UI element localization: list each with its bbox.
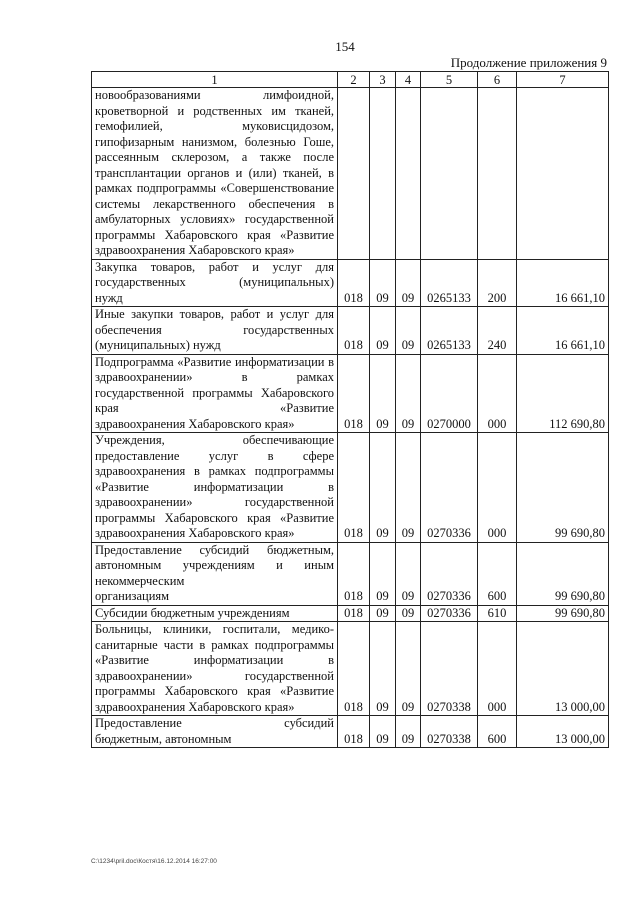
expense-item-name-line: Закупка товаров, работ и услуг для [95, 259, 334, 274]
table-row [92, 307, 609, 355]
target-article-code: 0270338 [421, 622, 478, 716]
amount: 112 690,80 [517, 354, 609, 433]
ministry-code: 018 [338, 307, 370, 355]
target-article-code: 0270336 [421, 542, 478, 605]
target-article-code: 0270336 [421, 433, 478, 543]
section-code [370, 88, 396, 260]
section-code: 09 [370, 716, 396, 748]
expense-item-name-line: здравоохранения Хабаровского края» [95, 699, 295, 714]
section-code: 09 [370, 307, 396, 355]
column-header: 5 [421, 72, 478, 88]
expense-item-name-line: Гоше, рассеянным склерозом, а также [95, 134, 334, 164]
amount: 16 661,10 [517, 259, 609, 307]
expense-type-code: 610 [478, 605, 517, 622]
expense-item-name-line: рамках государственной программы [95, 370, 334, 400]
target-article-code [421, 88, 478, 260]
expense-item-name [92, 88, 338, 260]
column-header: 1 [92, 72, 338, 88]
expense-item-name-line: Подпрограмма «Развитие [95, 354, 232, 369]
table-row [92, 716, 609, 748]
column-number-row [92, 72, 609, 88]
expense-item-name-line: амбулаторных условиях» [95, 212, 236, 226]
table-row [92, 433, 609, 543]
subsection-code: 09 [396, 716, 421, 748]
table-row [92, 605, 609, 622]
table-row [92, 259, 609, 307]
expense-item-name [92, 605, 338, 622]
expense-item-name-line: подпрограммы «Развитие [95, 464, 334, 494]
target-article-code: 0270336 [421, 605, 478, 622]
section-code: 09 [370, 259, 396, 307]
section-code: 09 [370, 605, 396, 622]
amount: 16 661,10 [517, 307, 609, 355]
expense-item-name-line: государственной программы [95, 668, 334, 698]
table-body [92, 88, 609, 748]
expense-item-name-line: медико-санитарные части в рамках [95, 622, 334, 652]
expense-item-name [92, 716, 338, 748]
subsection-code [396, 88, 421, 260]
expense-item-name-line: предоставление услуг в сфере [95, 448, 334, 463]
subsection-code: 09 [396, 354, 421, 433]
expense-item-name-line: лекарственного обеспечения в [153, 196, 335, 211]
ministry-code [338, 88, 370, 260]
section-code: 09 [370, 354, 396, 433]
section-code: 09 [370, 622, 396, 716]
expense-item-name-line: тканей, гемофилией, муковисцидозом, [95, 103, 335, 133]
ministry-code: 018 [338, 716, 370, 748]
expense-item-name-line: Субсидии бюджетным учреждениям [95, 605, 290, 620]
column-header: 2 [338, 72, 370, 88]
expense-item-name-line: новообразованиями лимфоидной, [95, 88, 334, 102]
column-header: 7 [517, 72, 609, 88]
expense-type-code: 600 [478, 716, 517, 748]
expense-item-name-line: подпрограммы «Развитие [95, 637, 335, 667]
expense-item-name-line: здравоохранения Хабаровского края» [95, 526, 295, 540]
expense-item-name-line: информатизации в здравоохранении» [95, 479, 334, 509]
subsection-code: 09 [396, 605, 421, 622]
expense-item-name [92, 354, 338, 433]
expense-item-name-line: бюджетным, автономным [95, 731, 232, 746]
expense-item-name [92, 542, 338, 605]
expense-item-name-line: для обеспечения государственных [95, 307, 334, 337]
expense-type-code: 600 [478, 542, 517, 605]
expense-item-name-line: информатизации в здравоохранении» в [95, 354, 335, 384]
expense-item-name-line: нужд [95, 290, 123, 305]
expense-item-name-line: гипофизарным нанизмом, болезнью [95, 134, 296, 149]
column-header: 4 [396, 72, 421, 88]
amount [517, 88, 609, 260]
column-header: 6 [478, 72, 517, 88]
expense-item-name [92, 259, 338, 307]
expense-item-name [92, 307, 338, 355]
amount: 13 000,00 [517, 622, 609, 716]
expense-type-code: 000 [478, 354, 517, 433]
expense-type-code: 000 [478, 433, 517, 543]
column-header: 3 [370, 72, 396, 88]
expense-item-name-line: здравоохранения в рамках [95, 464, 246, 478]
expense-type-code: 000 [478, 622, 517, 716]
expense-item-name [92, 433, 338, 543]
expense-item-name-line: тканей, в рамках подпрограммы [95, 165, 334, 195]
amount: 99 690,80 [517, 605, 609, 622]
subsection-code: 09 [396, 433, 421, 543]
ministry-code: 018 [338, 259, 370, 307]
expense-item-name-line: учреждениям и иным некоммерческим [95, 558, 334, 588]
expense-item-name-line: государственных (муниципальных) [95, 275, 334, 289]
subsection-code: 09 [396, 622, 421, 716]
expense-item-name-line: Предоставление субсидий [95, 542, 250, 557]
expense-item-name-line: (муниципальных) нужд [95, 338, 221, 352]
expense-type-code: 200 [478, 259, 517, 307]
expense-item-name-line: Хабаровского края «Развитие [164, 684, 334, 698]
expense-item-name-line: бюджетным, автономным [95, 542, 334, 572]
expense-item-name-line: Хабаровского края «Развитие [164, 510, 334, 525]
expense-item-name-line: «Совершенствование системы [95, 181, 334, 211]
expense-item-name [92, 622, 338, 716]
expense-item-name-line: Учреждения, обеспечивающие [95, 433, 334, 447]
expense-item-name-line: Предоставление субсидий [95, 716, 334, 730]
expense-item-name-line: Хабаровского края «Развитие [164, 227, 334, 242]
expense-item-name-line: Иные закупки товаров, работ и услуг [95, 307, 310, 321]
expense-item-name-line: после трансплантации органов и (или) [95, 150, 334, 180]
table-row [92, 542, 609, 605]
subsection-code: 09 [396, 307, 421, 355]
expense-item-name-line: Больницы, клиники, госпитали, [95, 622, 281, 636]
target-article-code: 0265133 [421, 259, 478, 307]
section-code: 09 [370, 542, 396, 605]
expense-item-name-line: государственной программы [95, 495, 334, 525]
table-row [92, 88, 609, 260]
expense-item-name-line: здравоохранения Хабаровского края» [95, 243, 295, 257]
expense-item-name-line: информатизации в здравоохранении» [95, 653, 334, 683]
expense-type-code: 240 [478, 307, 517, 355]
target-article-code: 0270000 [421, 354, 478, 433]
expense-item-name-line: кроветворной и родственных им [95, 103, 286, 118]
ministry-code: 018 [338, 542, 370, 605]
target-article-code: 0270338 [421, 716, 478, 748]
ministry-code: 018 [338, 605, 370, 622]
appendix-continuation-label: Продолжение приложения 9 [450, 55, 607, 70]
subsection-code: 09 [396, 542, 421, 605]
expense-item-name-line: Хабаровского края «Развитие [95, 385, 335, 415]
expense-item-name-line: организациям [95, 589, 170, 603]
amount: 99 690,80 [517, 433, 609, 543]
target-article-code: 0265133 [421, 307, 478, 355]
section-code: 09 [370, 433, 396, 543]
ministry-code: 018 [338, 354, 370, 433]
expense-item-name-line: государственной программы [95, 212, 334, 242]
table-row [92, 622, 609, 716]
expense-item-name-line: здравоохранения Хабаровского края» [95, 416, 295, 431]
table-row [92, 354, 609, 433]
file-path-footer: C:\1234\pril.doc\Костя\16.12.2014 16:27:00 [91, 858, 217, 865]
budget-table [91, 71, 609, 748]
amount: 99 690,80 [517, 542, 609, 605]
ministry-code: 018 [338, 622, 370, 716]
ministry-code: 018 [338, 433, 370, 543]
subsection-code: 09 [396, 259, 421, 307]
amount: 13 000,00 [517, 716, 609, 748]
page-number: 154 [335, 39, 355, 54]
expense-type-code [478, 88, 517, 260]
